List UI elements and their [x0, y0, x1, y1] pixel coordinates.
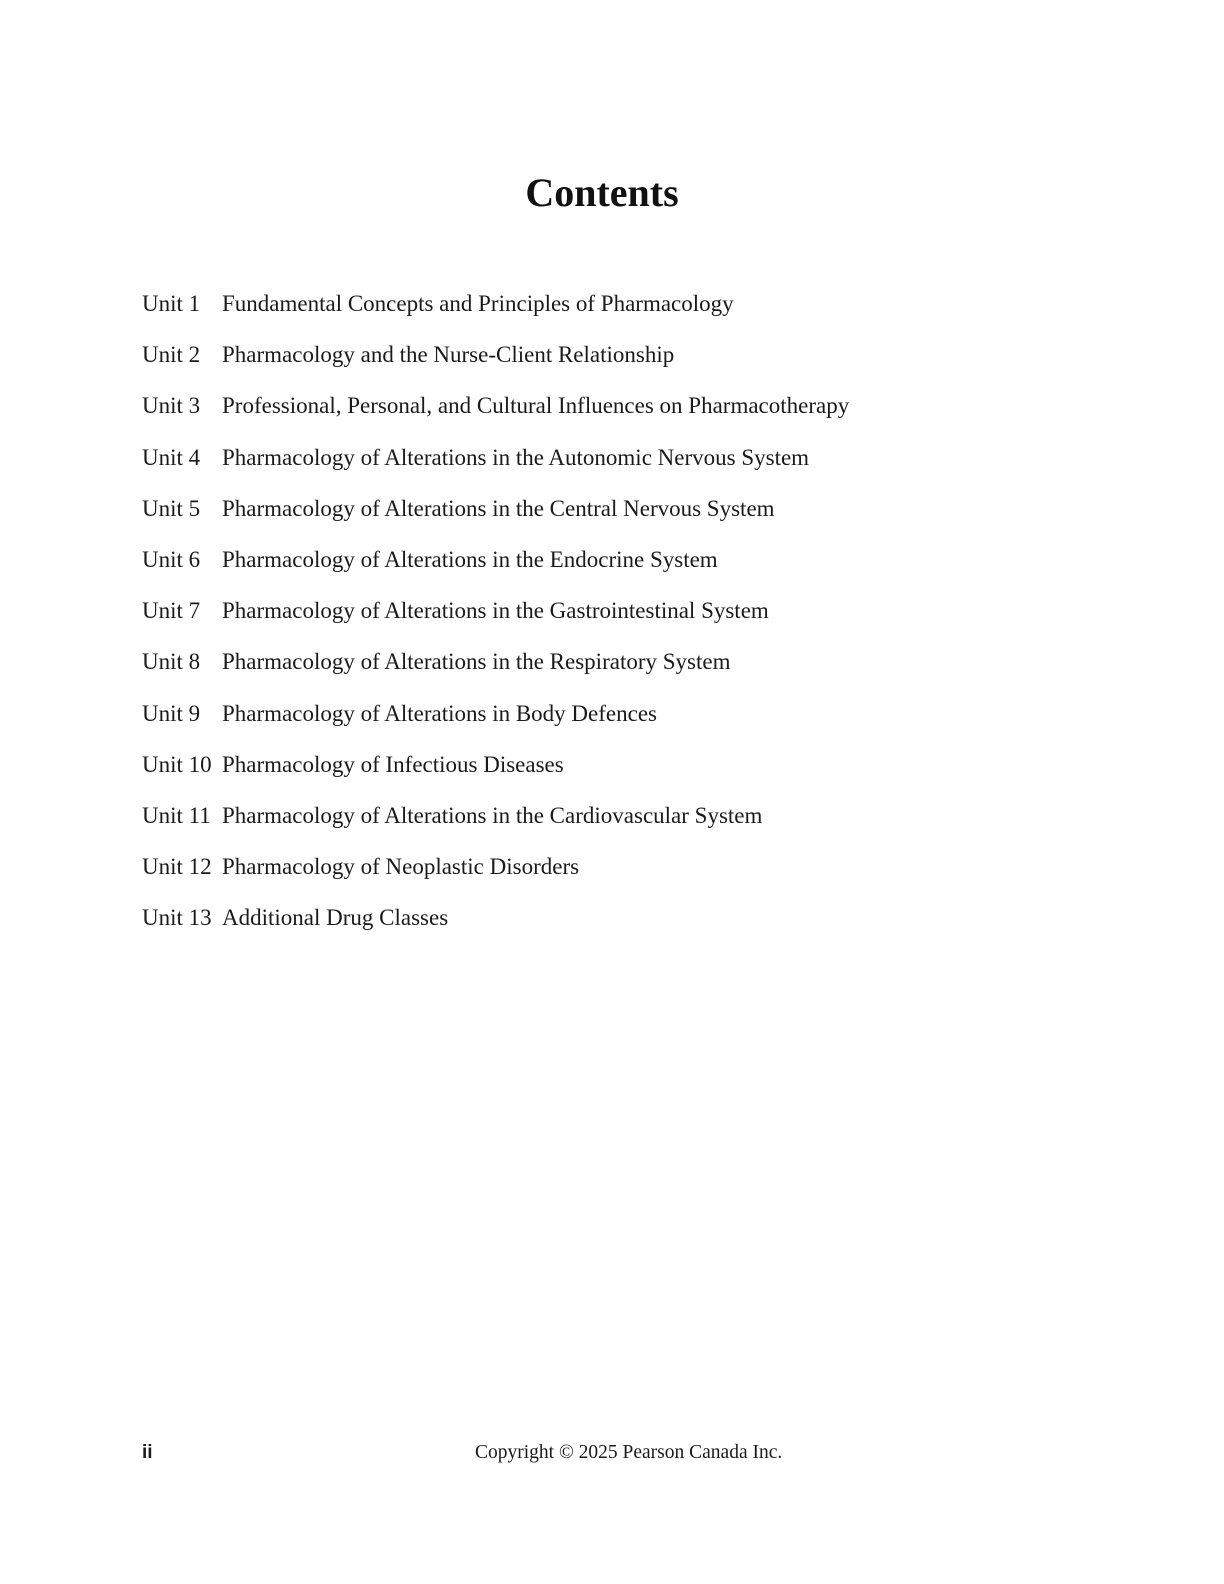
toc-unit-title: Pharmacology of Alterations in Body Defences	[222, 700, 657, 726]
toc-unit-title: Pharmacology of Alterations in the Respiratory System	[222, 649, 731, 675]
toc-unit-title: Pharmacology of Alterations in the Endocrine System	[222, 546, 718, 572]
toc-unit-title: Pharmacology of Alterations in the Cardiovascular System	[222, 802, 763, 828]
toc-unit-label: Unit 4	[142, 444, 201, 470]
toc-entry-unit-12[interactable]	[142, 852, 1102, 903]
toc-unit-label: Unit 6	[142, 546, 201, 572]
toc-entry-unit-6[interactable]	[142, 545, 1102, 596]
toc-entry-unit-13[interactable]	[142, 903, 1102, 954]
toc-unit-title: Additional Drug Classes	[222, 905, 449, 931]
page-title: Contents	[525, 169, 679, 215]
toc-unit-label: Unit 11	[142, 802, 211, 828]
table-of-contents	[142, 289, 1102, 954]
toc-entry-unit-2[interactable]	[142, 340, 1102, 391]
toc-unit-title: Fundamental Concepts and Principles of Pharmacology	[222, 291, 734, 316]
toc-entry-unit-4[interactable]	[142, 443, 1102, 494]
toc-entry-unit-8[interactable]	[142, 647, 1102, 698]
toc-unit-label: Unit 5	[142, 495, 201, 521]
toc-entry-unit-11[interactable]	[142, 801, 1102, 852]
toc-unit-title: Pharmacology of Neoplastic Disorders	[222, 854, 580, 880]
toc-unit-label: Unit 1	[142, 291, 201, 316]
toc-unit-title: Pharmacology of Infectious Diseases	[222, 751, 564, 777]
toc-entry-unit-1[interactable]	[142, 289, 1102, 340]
toc-unit-title: Professional, Personal, and Cultural Influences on Pharmacotherapy	[222, 393, 850, 419]
toc-unit-label: Unit 10	[142, 751, 212, 777]
toc-unit-title: Pharmacology of Alterations in the Central Nervous System	[222, 495, 775, 521]
toc-unit-title: Pharmacology of Alterations in the Autonomic Nervous System	[222, 444, 810, 470]
toc-unit-label: Unit 8	[142, 649, 201, 675]
toc-unit-label: Unit 7	[142, 598, 201, 624]
toc-entry-unit-9[interactable]	[142, 699, 1102, 750]
toc-unit-label: Unit 3	[142, 393, 201, 419]
copyright-notice: Copyright © 2025 Pearson Canada Inc.	[475, 1442, 783, 1463]
toc-unit-label: Unit 13	[142, 905, 212, 931]
toc-unit-label: Unit 9	[142, 700, 201, 726]
toc-unit-title: Pharmacology of Alterations in the Gastrointestinal System	[222, 598, 769, 624]
toc-unit-label: Unit 12	[142, 854, 212, 880]
toc-entry-unit-7[interactable]	[142, 596, 1102, 647]
toc-unit-label: Unit 2	[142, 342, 201, 368]
toc-entry-unit-5[interactable]	[142, 494, 1102, 545]
toc-entry-unit-10[interactable]	[142, 750, 1102, 801]
toc-entry-unit-3[interactable]	[142, 391, 1102, 442]
toc-unit-title: Pharmacology and the Nurse-Client Relationship	[222, 342, 675, 368]
page-number: ii	[142, 1442, 153, 1463]
